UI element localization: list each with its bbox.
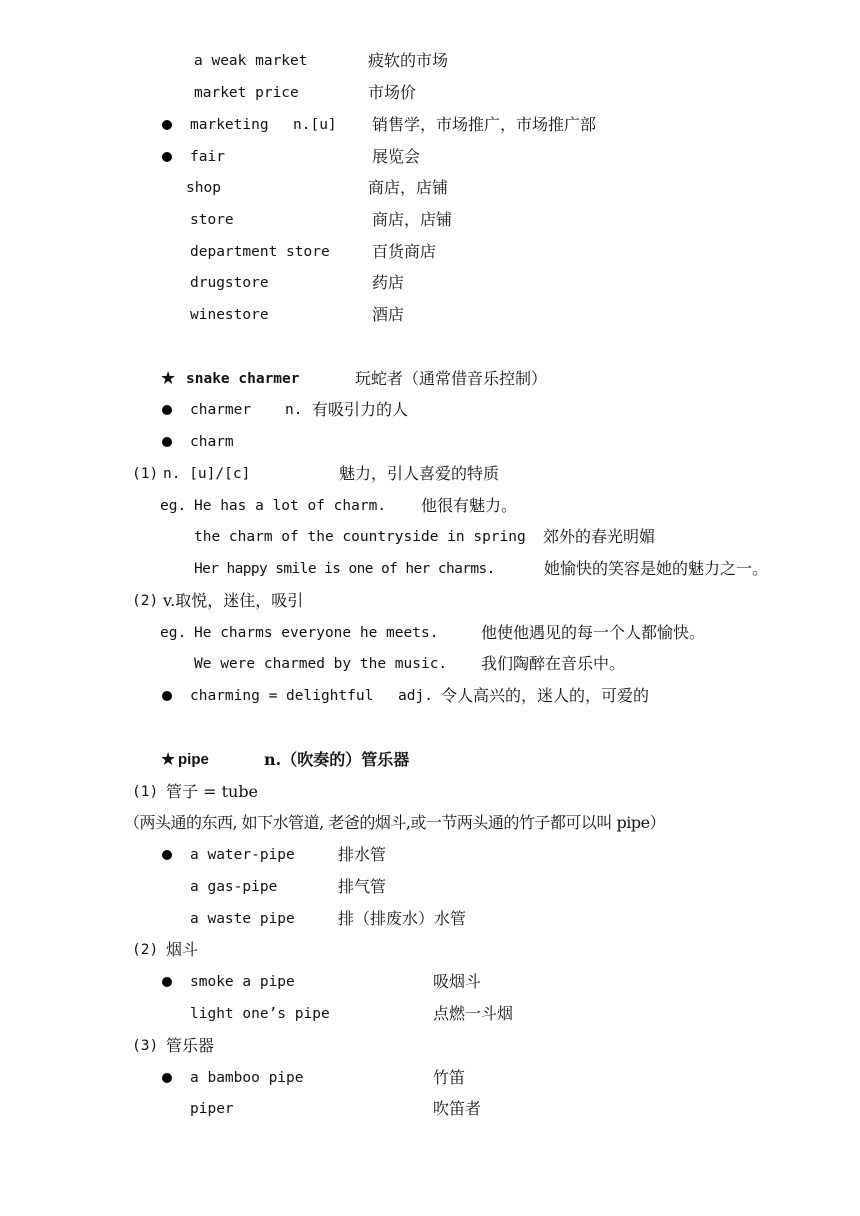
term-zh: 吹笛者 [433,1099,482,1118]
term-en: charmer [190,402,252,418]
term-zh: 疲软的市场 [368,51,449,70]
example-zh: 他很有魅力。 [421,496,518,515]
example-en: He has a lot of charm. [194,498,387,514]
term-zh: 排气管 [338,877,387,896]
sense-number: (2) [132,942,159,958]
example-zh: 他使他遇见的每一个人都愉快。 [481,623,706,642]
term-zh: 点燃一斗烟 [433,1004,514,1023]
term-zh: 市场价 [368,83,417,102]
term-zh: 排（排废水）水管 [338,909,467,928]
term-zh: 药店 [372,273,405,292]
star-icon: ★ [160,749,177,770]
example-zh: 郊外的春光明媚 [543,527,656,546]
term-en: marketing [190,117,269,133]
term-en: winestore [190,307,269,323]
heading-en: pipe [178,751,209,768]
term-en: a bamboo pipe [190,1070,304,1086]
term-en: a waste pipe [190,911,295,927]
bullet-icon [162,120,172,130]
term-en: piper [190,1101,234,1117]
term-en: department store [190,244,330,260]
sense-zh: 魅力，引人喜爱的特质 [339,464,500,483]
term-en: smoke a pipe [190,974,295,990]
bullet-icon [162,977,172,987]
sense-text: 管子 = tube [166,782,259,801]
heading-zh: 玩蛇者（通常借音乐控制） [355,369,548,388]
part-of-speech: n. [285,402,303,418]
bullet-icon [162,1073,172,1083]
heading-zh: n.（吹奏的）管乐器 [264,750,410,769]
bullet-icon [162,850,172,860]
term-zh: 有吸引力的人 [312,400,409,419]
sense-number: (3) [132,1038,159,1054]
note-text: （两头通的东西, 如下水管道, 老爸的烟斗,或一节两头通的竹子都可以叫 pipe） [124,813,666,832]
term-en: market price [194,85,299,101]
term-zh: 排水管 [338,845,387,864]
term-zh: 吸烟斗 [433,972,482,991]
part-of-speech: n. [u]/[c] [163,466,251,482]
term-zh: 商店，店铺 [368,178,449,197]
term-en: charming = delightful [190,688,374,704]
term-zh: 酒店 [372,305,405,324]
term-zh: 展览会 [372,147,421,166]
bullet-icon [162,152,172,162]
example-zh: 我们陶醉在音乐中。 [481,654,626,673]
heading-en: snake charmer [186,371,300,387]
term-en: a gas-pipe [190,879,278,895]
example-label: eg. [160,498,187,514]
term-en: light one’s pipe [190,1006,330,1022]
example-en: We were charmed by the music. [194,656,448,672]
star-icon: ★ [160,368,177,389]
term-en: store [190,212,234,228]
term-en: fair [190,149,225,165]
part-of-speech: n.[u] [293,117,337,133]
term-zh: 销售学，市场推广，市场推广部 [372,115,597,134]
example-label: eg. [160,625,187,641]
bullet-icon [162,691,172,701]
example-en: Her happy smile is one of her charms. [194,561,495,577]
term-en: charm [190,434,234,450]
bullet-icon [162,437,172,447]
term-zh: 竹笛 [433,1068,466,1087]
sense-number: (2) [132,593,159,609]
sense-text: 烟斗 [166,940,199,959]
term-zh: 令人高兴的，迷人的，可爱的 [441,686,650,705]
term-en: shop [186,180,221,196]
term-en: a weak market [194,53,308,69]
example-zh: 她愉快的笑容是她的魅力之一。 [544,559,769,578]
term-zh: 商店，店铺 [372,210,453,229]
term-zh: 百货商店 [372,242,437,261]
term-en: a water-pipe [190,847,295,863]
bullet-icon [162,405,172,415]
sense-text: v.取悦，迷住，吸引 [163,591,304,610]
example-en: He charms everyone he meets. [194,625,439,641]
term-en: drugstore [190,275,269,291]
sense-number: (1) [132,466,159,482]
part-of-speech: adj. [398,688,433,704]
example-en: the charm of the countryside in spring [194,529,526,545]
sense-text: 管乐器 [166,1036,215,1055]
sense-number: (1) [132,784,159,800]
